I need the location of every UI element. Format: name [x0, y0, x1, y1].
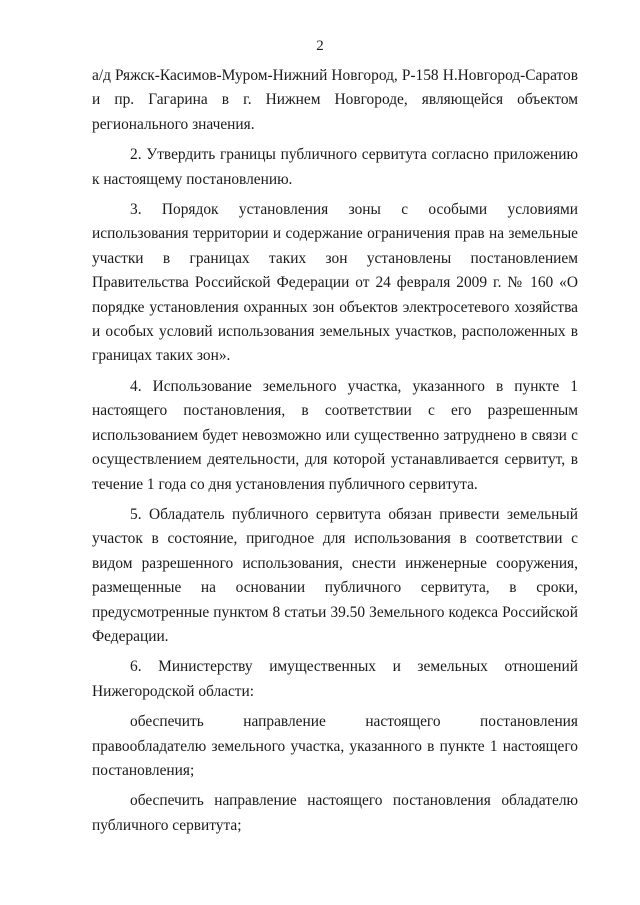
paragraph-item-2: 2. Утвердить границы публичного сервитута согласно приложению к настоящему постановлению.: [92, 146, 578, 188]
paragraph-item-5: 5. Обладатель публичного сервитута обязан привести земельный участок в состояние, пригодное для использования в соответствии с видом разрешенного использования, снести инженерные сооружения, размещенные на основании публичного сервитута, в сроки, предусмотренные пунктом 8 статьи 39.50 Земельного кодекса Российской Федерации.: [92, 505, 578, 645]
paragraph-subitem-1: обеспечить направление настоящего постановления правообладателю земельного участка, указанного в пункте 1 настоящего постановления;: [92, 713, 578, 779]
paragraph-item-3: 3. Порядок установления зоны с особыми условиями использования территории и содержание ограничения прав на земельные участки в границах таких зон установлены постановлением Правительства Российской Федерации от 24 февраля 2009 г. № 160 «О порядке установления охранных зон объектов электросетевого хозяйства и особых условий использования земельных участков, расположенных в границах таких зон».: [92, 201, 578, 365]
paragraph-subitem-2: обеспечить направление настоящего постановления обладателю публичного сервитута;: [92, 792, 578, 834]
page-number: 2: [316, 38, 324, 54]
paragraph-continuation: а/д Ряжск-Касимов-Муром-Нижний Новгород, Р-158 Н.Новгород-Саратов и пр. Гагарина в г. Нижнем Новгороде, являющейся объектом регионального значения.: [92, 67, 578, 133]
paragraph-item-4: 4. Использование земельного участка, указанного в пункте 1 настоящего постановления, в соответствии с его разрешенным использованием будет невозможно или существенно затруднено в связи с осуществлением деятельности, для которой устанавливается сервитут, в течение 1 года со дня установления публичного сервитута.: [92, 377, 578, 493]
paragraph-item-6: 6. Министерству имущественных и земельных отношений Нижегородской области:: [92, 658, 578, 700]
document-body: [92, 64, 578, 844]
